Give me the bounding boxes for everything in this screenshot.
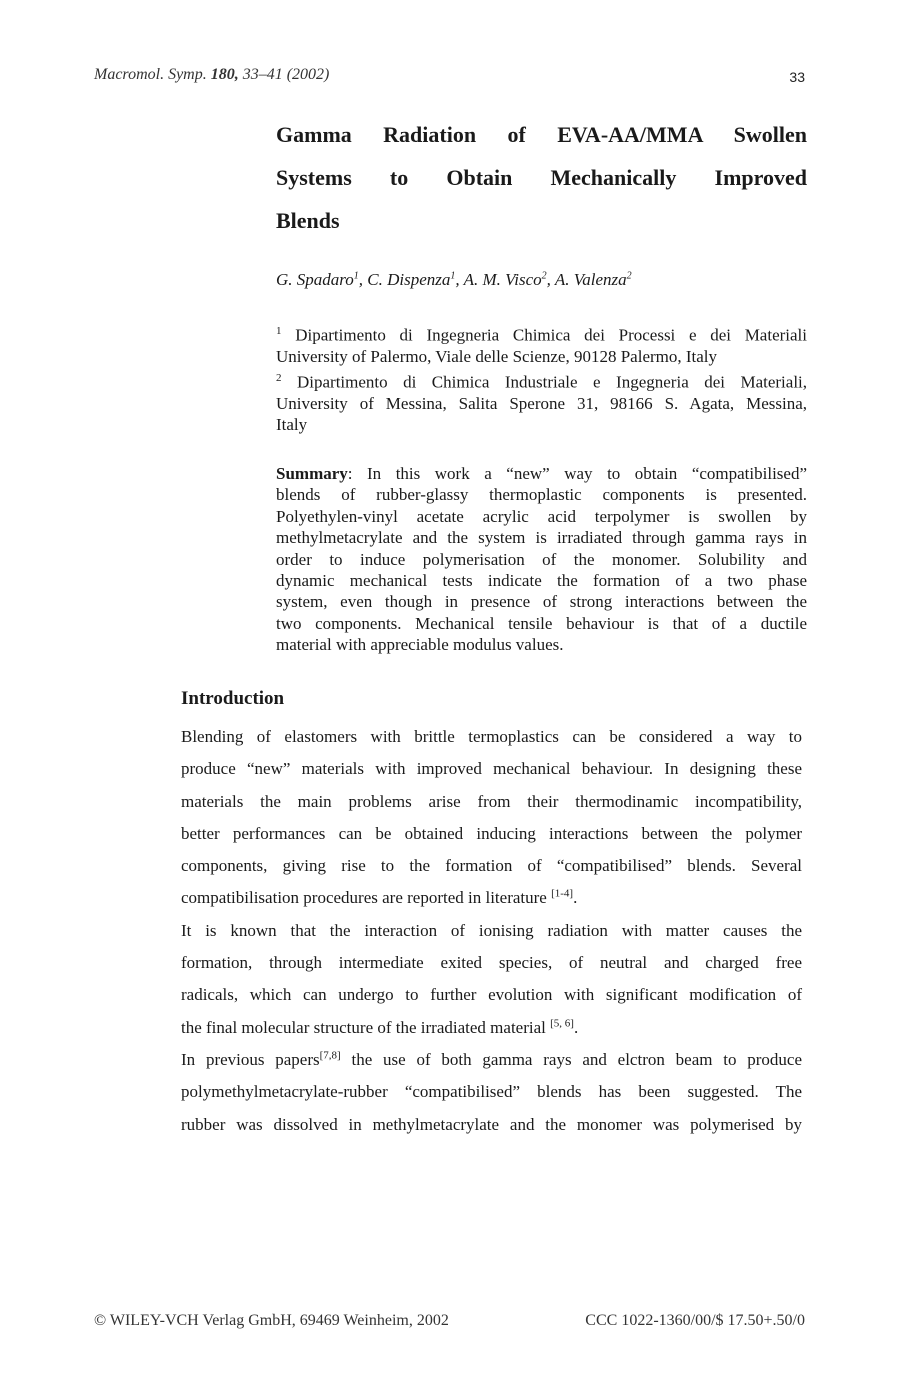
copyright-notice: © WILEY-VCH Verlag GmbH, 69469 Weinheim, 2002 xyxy=(94,1312,449,1329)
author-affiliation-mark: 2 xyxy=(541,270,547,282)
page-range: 33–41 (2002) xyxy=(242,66,330,83)
body-line: radicals, which can undergo to further evolution with significant modification of xyxy=(181,985,802,1005)
author-name: G. Spadaro xyxy=(276,270,354,289)
author-separator: , xyxy=(358,270,368,289)
affiliation-text: Dipartimento di Chimica Industriale e Ingegneria dei Materiali, xyxy=(296,372,808,392)
author-list xyxy=(276,270,632,290)
body-line: produce “new” materials with improved mechanical behaviour. In designing these xyxy=(181,759,802,779)
body-line xyxy=(181,1044,802,1076)
author-affiliation-mark: 1 xyxy=(353,270,359,282)
author-separator: , xyxy=(546,270,555,289)
citation-ref: [5, 6] xyxy=(550,1017,574,1030)
journal-name: Macromol. Symp. xyxy=(94,66,207,83)
running-header xyxy=(94,66,329,84)
abstract-line: material with appreciable modulus values. xyxy=(276,635,564,655)
body-line xyxy=(181,1012,802,1044)
page-number: 33 xyxy=(789,69,805,85)
author-name: A. Valenza xyxy=(554,270,627,289)
body-text: the final molecular structure of the irradiated material xyxy=(181,1017,551,1037)
ccc-code: CCC 1022-1360/00/$ 17.50+.50/0 xyxy=(585,1312,805,1329)
body-text: . xyxy=(573,888,578,908)
body-line: It is known that the interaction of ionising radiation with matter causes the xyxy=(181,920,802,940)
body-text: In previous papers xyxy=(181,1049,320,1069)
body-line: polymethylmetacrylate-rubber “compatibilised” blends has been suggested. The xyxy=(181,1082,802,1102)
title-line: Gamma Radiation of EVA-AA/MMA Swollen xyxy=(276,122,807,147)
body-line: Blending of elastomers with brittle termoplastics can be considered a way to xyxy=(181,727,802,746)
abstract-label: Summary xyxy=(276,464,348,483)
author-name: A. M. Visco xyxy=(463,270,542,289)
abstract-line: two components. Mechanical tensile behaviour is that of a ductile xyxy=(276,613,807,633)
author-affiliation-mark: 2 xyxy=(626,270,632,282)
affiliation-line: University of Messina, Salita Sperone 31, 98166 S. Agata, Messina, xyxy=(276,393,807,413)
abstract-line: dynamic mechanical tests indicate the formation of a two phase xyxy=(276,571,807,591)
body-line: better performances can be obtained inducing interactions between the polymer xyxy=(181,823,802,843)
abstract-line: order to induce polymerisation of the monomer. Solubility and xyxy=(276,549,807,569)
body-text: . xyxy=(573,1017,579,1037)
affiliation-number: 1 xyxy=(276,325,282,337)
body-line: materials the main problems arise from their thermodinamic incompatibility, xyxy=(181,791,802,811)
abstract-text: : In this work a “new” way to obtain “compatibilised” xyxy=(347,464,807,483)
title-line: Blends xyxy=(276,208,340,233)
introduction-body xyxy=(181,721,802,1141)
title-line: Systems to Obtain Mechanically Improved xyxy=(276,165,807,190)
body-line xyxy=(181,882,802,914)
citation-ref: [7,8] xyxy=(319,1049,341,1062)
volume-number: 180, xyxy=(210,66,239,83)
body-line: rubber was dissolved in methylmetacrylate and the monomer was polymerised by xyxy=(181,1114,802,1134)
paper-title xyxy=(276,113,807,242)
author-name: C. Dispenza xyxy=(367,270,451,289)
abstract xyxy=(276,463,807,656)
affiliation-line: University of Palermo, Viale delle Scienze, 90128 Palermo, Italy xyxy=(276,347,718,367)
author-affiliation-mark: 1 xyxy=(450,270,456,282)
citation-ref: [1-4] xyxy=(551,887,574,900)
affiliations xyxy=(276,321,807,436)
affiliation-line xyxy=(276,321,807,346)
abstract-line xyxy=(276,463,807,484)
abstract-line: methylmetacrylate and the system is irradiated through gamma rays in xyxy=(276,528,807,548)
abstract-line: system, even though in presence of strong interactions between the xyxy=(276,592,807,612)
affiliation-line: Italy xyxy=(276,415,308,435)
abstract-line: blends of rubber-glassy thermoplastic components is presented. xyxy=(276,485,807,505)
affiliation-number: 2 xyxy=(276,371,282,384)
affiliation-line xyxy=(276,368,807,393)
body-line: components, giving rise to the formation of “compatibilised” blends. Several xyxy=(181,856,802,876)
body-text: the use of both gamma rays and elctron beam to produce xyxy=(340,1049,802,1069)
section-heading-introduction: Introduction xyxy=(181,688,285,709)
author-separator: , xyxy=(455,270,464,289)
affiliation-text: Dipartimento di Ingegneria Chimica dei Processi e dei Materiali xyxy=(295,325,807,345)
abstract-line: Polyethylen-vinyl acetate acrylic acid terpolymer is swollen by xyxy=(276,506,807,526)
body-text: compatibilisation procedures are reported in literature xyxy=(181,888,552,908)
body-line: formation, through intermediate exited species, of neutral and charged free xyxy=(181,953,802,973)
